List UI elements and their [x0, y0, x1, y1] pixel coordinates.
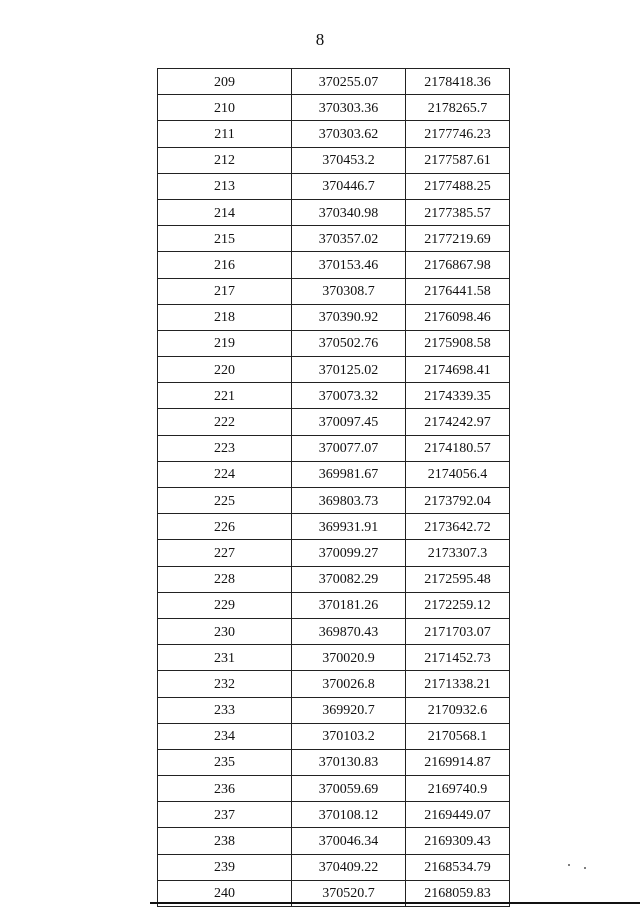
- point-number-cell: 240: [158, 880, 292, 906]
- x-coordinate-cell: 370130.83: [292, 749, 406, 775]
- table-row: [158, 147, 510, 173]
- table-row: [158, 514, 510, 540]
- x-coordinate-cell: 370357.02: [292, 226, 406, 252]
- point-number-cell: 233: [158, 697, 292, 723]
- y-coordinate-cell: 2177219.69: [406, 226, 510, 252]
- y-coordinate-cell: 2177488.25: [406, 173, 510, 199]
- point-number-cell: 238: [158, 828, 292, 854]
- table-row: [158, 330, 510, 356]
- table-body: [158, 69, 510, 907]
- scan-speck: [568, 864, 570, 866]
- page-number: 8: [315, 30, 325, 49]
- point-number-cell: 236: [158, 776, 292, 802]
- point-number-cell: 226: [158, 514, 292, 540]
- x-coordinate-cell: 370303.62: [292, 121, 406, 147]
- table-row: [158, 488, 510, 514]
- table-row: [158, 618, 510, 644]
- table-row: [158, 802, 510, 828]
- x-coordinate-cell: 370020.9: [292, 645, 406, 671]
- bottom-rule: [150, 902, 640, 904]
- table-row: [158, 697, 510, 723]
- y-coordinate-cell: 2174180.57: [406, 435, 510, 461]
- point-number-cell: 224: [158, 461, 292, 487]
- x-coordinate-cell: 370046.34: [292, 828, 406, 854]
- x-coordinate-cell: 369981.67: [292, 461, 406, 487]
- point-number-cell: 237: [158, 802, 292, 828]
- table-row: [158, 95, 510, 121]
- y-coordinate-cell: 2172595.48: [406, 566, 510, 592]
- point-number-cell: 212: [158, 147, 292, 173]
- x-coordinate-cell: 370255.07: [292, 69, 406, 95]
- x-coordinate-cell: 370103.2: [292, 723, 406, 749]
- y-coordinate-cell: 2169914.87: [406, 749, 510, 775]
- table-row: [158, 304, 510, 330]
- y-coordinate-cell: 2168059.83: [406, 880, 510, 906]
- table-row: [158, 540, 510, 566]
- x-coordinate-cell: 370077.07: [292, 435, 406, 461]
- x-coordinate-cell: 370026.8: [292, 671, 406, 697]
- y-coordinate-cell: 2170568.1: [406, 723, 510, 749]
- table-row: [158, 69, 510, 95]
- table-row: [158, 173, 510, 199]
- point-number-cell: 221: [158, 383, 292, 409]
- point-number-cell: 211: [158, 121, 292, 147]
- x-coordinate-cell: 370520.7: [292, 880, 406, 906]
- y-coordinate-cell: 2170932.6: [406, 697, 510, 723]
- x-coordinate-cell: 369870.43: [292, 618, 406, 644]
- y-coordinate-cell: 2178418.36: [406, 69, 510, 95]
- x-coordinate-cell: 370153.46: [292, 252, 406, 278]
- x-coordinate-cell: 370340.98: [292, 199, 406, 225]
- x-coordinate-cell: 370059.69: [292, 776, 406, 802]
- point-number-cell: 210: [158, 95, 292, 121]
- x-coordinate-cell: 370125.02: [292, 357, 406, 383]
- point-number-cell: 213: [158, 173, 292, 199]
- point-number-cell: 234: [158, 723, 292, 749]
- point-number-cell: 222: [158, 409, 292, 435]
- x-coordinate-cell: 370097.45: [292, 409, 406, 435]
- x-coordinate-cell: 370390.92: [292, 304, 406, 330]
- x-coordinate-cell: 370073.32: [292, 383, 406, 409]
- y-coordinate-cell: 2176867.98: [406, 252, 510, 278]
- table-row: [158, 383, 510, 409]
- table-row: [158, 357, 510, 383]
- point-number-cell: 227: [158, 540, 292, 566]
- y-coordinate-cell: 2172259.12: [406, 592, 510, 618]
- y-coordinate-cell: 2176441.58: [406, 278, 510, 304]
- point-number-cell: 239: [158, 854, 292, 880]
- table-row: [158, 854, 510, 880]
- table-row: [158, 645, 510, 671]
- y-coordinate-cell: 2178265.7: [406, 95, 510, 121]
- point-number-cell: 223: [158, 435, 292, 461]
- y-coordinate-cell: 2169309.43: [406, 828, 510, 854]
- table-row: [158, 226, 510, 252]
- x-coordinate-cell: 369803.73: [292, 488, 406, 514]
- point-number-cell: 209: [158, 69, 292, 95]
- x-coordinate-cell: 369931.91: [292, 514, 406, 540]
- coordinate-table: [157, 68, 510, 907]
- y-coordinate-cell: 2174056.4: [406, 461, 510, 487]
- y-coordinate-cell: 2176098.46: [406, 304, 510, 330]
- point-number-cell: 228: [158, 566, 292, 592]
- table-row: [158, 723, 510, 749]
- x-coordinate-cell: 370446.7: [292, 173, 406, 199]
- point-number-cell: 225: [158, 488, 292, 514]
- y-coordinate-cell: 2171703.07: [406, 618, 510, 644]
- point-number-cell: 220: [158, 357, 292, 383]
- point-number-cell: 230: [158, 618, 292, 644]
- x-coordinate-cell: 370082.29: [292, 566, 406, 592]
- y-coordinate-cell: 2173307.3: [406, 540, 510, 566]
- table-row: [158, 252, 510, 278]
- table-row: [158, 828, 510, 854]
- point-number-cell: 235: [158, 749, 292, 775]
- point-number-cell: 232: [158, 671, 292, 697]
- point-number-cell: 218: [158, 304, 292, 330]
- y-coordinate-cell: 2174698.41: [406, 357, 510, 383]
- point-number-cell: 216: [158, 252, 292, 278]
- y-coordinate-cell: 2169740.9: [406, 776, 510, 802]
- table-row: [158, 435, 510, 461]
- table-row: [158, 592, 510, 618]
- y-coordinate-cell: 2174339.35: [406, 383, 510, 409]
- y-coordinate-cell: 2171452.73: [406, 645, 510, 671]
- y-coordinate-cell: 2168534.79: [406, 854, 510, 880]
- scan-speck: [584, 867, 586, 869]
- point-number-cell: 217: [158, 278, 292, 304]
- table-row: [158, 409, 510, 435]
- y-coordinate-cell: 2175908.58: [406, 330, 510, 356]
- point-number-cell: 219: [158, 330, 292, 356]
- point-number-cell: 215: [158, 226, 292, 252]
- x-coordinate-cell: 370099.27: [292, 540, 406, 566]
- table-row: [158, 121, 510, 147]
- y-coordinate-cell: 2177746.23: [406, 121, 510, 147]
- point-number-cell: 231: [158, 645, 292, 671]
- y-coordinate-cell: 2171338.21: [406, 671, 510, 697]
- x-coordinate-cell: 370108.12: [292, 802, 406, 828]
- point-number-cell: 229: [158, 592, 292, 618]
- x-coordinate-cell: 370453.2: [292, 147, 406, 173]
- x-coordinate-cell: 370409.22: [292, 854, 406, 880]
- y-coordinate-cell: 2173792.04: [406, 488, 510, 514]
- table-row: [158, 749, 510, 775]
- point-number-cell: 214: [158, 199, 292, 225]
- y-coordinate-cell: 2177587.61: [406, 147, 510, 173]
- y-coordinate-cell: 2169449.07: [406, 802, 510, 828]
- x-coordinate-cell: 369920.7: [292, 697, 406, 723]
- table-row: [158, 461, 510, 487]
- table-row: [158, 278, 510, 304]
- y-coordinate-cell: 2173642.72: [406, 514, 510, 540]
- table-row: [158, 199, 510, 225]
- x-coordinate-cell: 370303.36: [292, 95, 406, 121]
- table-row: [158, 776, 510, 802]
- x-coordinate-cell: 370502.76: [292, 330, 406, 356]
- table-row: [158, 566, 510, 592]
- table-row: [158, 671, 510, 697]
- x-coordinate-cell: 370308.7: [292, 278, 406, 304]
- y-coordinate-cell: 2174242.97: [406, 409, 510, 435]
- y-coordinate-cell: 2177385.57: [406, 199, 510, 225]
- x-coordinate-cell: 370181.26: [292, 592, 406, 618]
